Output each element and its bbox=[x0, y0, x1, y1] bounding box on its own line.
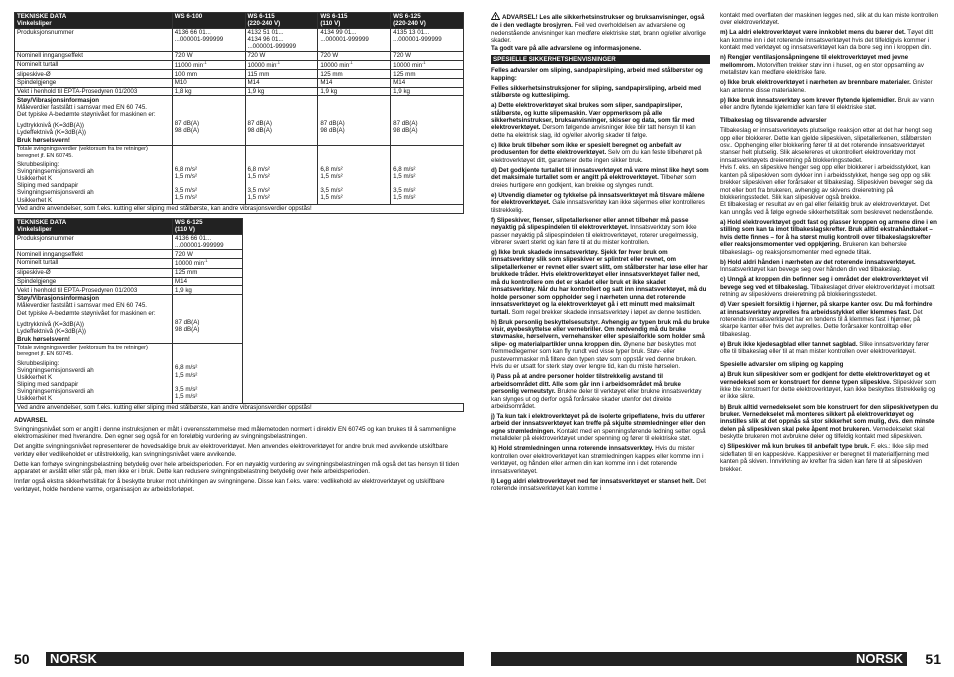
advarsel-p1: Svingningsnivået som er angitt i denne instruksjonen er målt i overensstemmelse med målemetoden normert i direktiv EN 60745 og kan brukes til å sammenligne elektromaskiner med hverandre. Den egner seg også for en foreløbig vurdering av svingningsbelastningen. bbox=[14, 425, 456, 441]
noise-label-cell: Støy/Vibrasjonsinformasjon Måleverdier fastslått i samsvar med EN 60 745. Det typiske A-bedømte støynivået for maskinen er: Lydtrykknivå (K=3dB(A)) Lydeffektnivå (K=3dB(A)) Bruk hørselsvern! bbox=[15, 96, 173, 145]
kickback-item: c) Unngå at kroppen din befinner seg i området der elektroverktøyet vil bevege seg ved et tilbakeslag. Tilbakeslaget driver elektroverktøyet i motsatt retning av slipeskivens dreieretning på blokkeringsstedet. bbox=[720, 276, 935, 299]
spec-row-label: Spindelgjenge bbox=[15, 79, 173, 88]
spec-row-label: Nominell inngangseffekt bbox=[15, 250, 173, 259]
spec-cell: M14 bbox=[245, 79, 318, 88]
section-heading-special: SPESIELLE SIKKERHETSHENVISNINGER bbox=[491, 55, 710, 64]
noise-row-2: Støy/Vibrasjonsinformasjon Måleverdier fastslått i samsvar med EN 60 745. Det typiske A-bedømte støynivået for maskinen er: Lydtrykknivå (K=3dB(A)) Lydeffektnivå (K=3dB(A)) Bruk hørselsvern! 87 dB(A) 98 dB(A) bbox=[15, 295, 464, 344]
safety-item: g) Ikke bruk skadede innsatsverktøy. Sjekk før hver bruk om innsatsverktøy slik som slipeskiver er splintret eller revnet, om slipetallerkener er revnet eller svært slitt, om stålbørster har løse eller har brukkede tråder. Hvis elektroverktøyet eller innsatsverktøyet faller ned, må du kontrollere om det er skadet eller bruk et ikke skadet innsatsverktøy. Når du har kontrollert og satt inn innsatsverktøyet, må du holde personer som oppholder seg i nærheten unna det roterende innsatsverktøyet og la elektroverktøyet gå i ett minutt med maksimalt turtall. Som regel brekker skadede innsatsverktøy i løpet av denne testtiden. bbox=[491, 249, 708, 316]
spec-row-label: slipeskive-Ø bbox=[15, 268, 173, 277]
spec-row bbox=[15, 51, 464, 60]
safety-item: i) Pass på at andre personer holder tilstrekkelig avstand til arbeidsområdet ditt. Alle som går inn i arbeidsområdet må bruke personlig verneutstyr. Brukne deler til verktøyet eller brukne innsatsverktøy kan slynges ut og derfor også forårsake skader utenfor det direkte arbeidsområdet. bbox=[491, 373, 702, 410]
kickback-item: a) Hold elektroverktøyet godt fast og plasser kroppen og armene dine i en stilling som kan ta imot tilbakeslagskrefter. Bruk alltid ekstrahåndtaket – hvis dette finnes – for å ha størst mulig kontroll over tilbakeslagskrefter eller reaksjonsmomenter ved oppkjøring. Brukeren kan beherske tilbakeslags- og reaksjonsmomenter med egnede tiltak. bbox=[720, 218, 937, 256]
spec-cell: 1,9 kg bbox=[245, 87, 318, 96]
spec-cell: M10 bbox=[172, 79, 245, 88]
noise-row bbox=[15, 96, 464, 145]
cutting-item: a) Bruk kun slipeskiver som er godkjent for dette elektroverktøyet og et vernedeksel som er konstruert for denne typen slipeskive. Slipeskiver som ikke ble konstruert for dette elektroverktøyet, kan ikke beskyttes tilstrekkelig og er ikke sikre. bbox=[720, 371, 937, 401]
spec-cell: 4134 99 01... ...000001-999999 bbox=[318, 28, 391, 51]
spec-row bbox=[15, 250, 464, 259]
safety-item: k) Hold strømledningen unna roterende innsatsverktøy. Hvis du mister kontrollen over elektroverktøyet kan strømledningen kappes eller komme inn i verktøyet, og hånden eller armen din kan komme inn i det roterende innsatsverktøyet. bbox=[491, 445, 704, 475]
safety-item: m) La aldri elektroverktøyet være innkoblet mens du bærer det. Tøyet ditt kan komme inn i det roterende innsatsverktøyet hvis det tilfeldigvis kommer i kontakt med verktøyet og innsatsverktøyet kan da bore seg inn i kroppen din. bbox=[720, 29, 934, 52]
spec-cell: M14 bbox=[318, 79, 391, 88]
spec-cell: 11000 $\min^{-1}$ bbox=[172, 60, 245, 70]
model-col-t2: WS 6-125 (110 V) bbox=[173, 218, 243, 234]
page-left-content bbox=[14, 12, 464, 644]
spec-cell: 10000 $\min^{-1}$ bbox=[173, 259, 243, 269]
model-col-2: WS 6-115 (220-240 V) bbox=[245, 13, 318, 29]
spec-row bbox=[15, 87, 464, 96]
page-right-content bbox=[491, 12, 939, 640]
advarsel-p4: Innfør også ekstra sikkerhetstiltak for å beskytte bruker mot utvirkingen av svingningene. Disse kan f.eks. være: vedlikehold av elektroverktøyet og utskiftbare verktøyet, holde hendene varme, organisasjon av arbeidsforløpet. bbox=[14, 478, 445, 493]
spec-cell: 125 mm bbox=[318, 70, 391, 79]
spec-row-label: Produksjonsnummer bbox=[15, 28, 173, 51]
spec-row-label: Spindelgjenge bbox=[15, 277, 173, 286]
safety-item: p) Ikke bruk innsatsverktøy som krever flytende kjølemidler. Bruk av vann eller andre flytende kjølemidler kan føre til elektriske støt. bbox=[720, 96, 934, 112]
noise-val-2: 87 dB(A) 98 dB(A) bbox=[245, 96, 318, 145]
spec-row-label: Vekt i henhold til EPTA-Prosedyren 01/2003 bbox=[15, 87, 173, 96]
noise-val-1: 87 dB(A) 98 dB(A) bbox=[172, 96, 245, 145]
spec-cell: 115 mm bbox=[245, 70, 318, 79]
spec-cell: 720 W bbox=[245, 51, 318, 60]
spec-cell: 10000 $\min^{-1}$ bbox=[391, 60, 464, 70]
spec-table-2-footnote: Ved andre anvendelser, som f.eks. kutting eller sliping med stålbørste, kan andre vibrasjonsverdier oppstås! bbox=[15, 403, 464, 412]
col2-intro: kontakt med overflaten der maskinen legges ned, slik at du kan miste kontrollen over elektroverktøyet. bbox=[720, 12, 939, 27]
vib-val-3: 6,8 m/s² 1,5 m/s² 3,5 m/s² 1,5 m/s² bbox=[318, 145, 391, 204]
vib-val-t2: 6,8 m/s² 1,5 m/s² 3,5 m/s² 1,5 m/s² bbox=[173, 344, 243, 403]
spec-cell: 1,9 kg bbox=[391, 87, 464, 96]
spec-cell: 4136 66 01... ...000001-999999 bbox=[172, 28, 245, 51]
spec-row bbox=[15, 70, 464, 79]
spec-cell: 720 W bbox=[391, 51, 464, 60]
noise-val-t2: 87 dB(A) 98 dB(A) bbox=[173, 295, 243, 344]
spec-cell: 1,9 kg bbox=[173, 286, 243, 295]
spec-table-2 bbox=[14, 218, 464, 413]
spec-table-2-title: TEKNISKE DATA Vinkelsliper bbox=[15, 218, 173, 234]
safety-item: n) Rengjør ventilasjonsåpningene til elektroverktøyet med jevne mellomrom. Motorviften trekker støv inn i huset, og en stor oppsamling av metallstøv kan medføre elektriske fare. bbox=[720, 54, 924, 77]
spec-cell: 10000 $\min^{-1}$ bbox=[245, 60, 318, 70]
kickback-text: Tilbakeslag er innsatsverktøyets plutselige reaksjon etter at det har hengt seg opp eller blokkerer. Dette kan gjelde slipeskiven, slipetallerkenen, stålbørsten osv.. Opphenging eller blokkering fører til at det roterende innsatsverktøyet stanser helt plutselig. Slik akselereres et ukontrollert elektroverktøy mot innsatsverktøyets dreieretning på blokkeringsstedet. Hvis f. eks. en slipeskive henger seg opp eller blokkerer i arbeidsstykket, kan kanten på slipeskiven som dykker inn i arbeidsstykket, henge seg opp og slik brekker slipeskiven eller forårsaker et tilbakeslag. Slipeskiven beveger seg da mot eller bort fra brukeren, avhengig av skivens dreieretning på blokkeringsstedet. Slik kan slipeskiver også brekke. Et tilbakeslag er resultat av en gal eller feilaktig bruk av elektroverktøyet. Det kan unngås ved å følge egnede sikkerhetstiltak som beskrevet nedenstående. bbox=[720, 127, 934, 216]
vibration-row-2: Totale svingningsverdier (vektorsum fra tre retninger) beregnet jf. EN 60745. Skrubbesliping: Svingningsemisjonsverdi ah Usikkerhet K Sliping med sandpapir Svingningsemisjonsverdi ah Usikkerhet K 6,8 m/s² 1,5 m/s² 3,5 m/s² 1,5 m/s² bbox=[15, 344, 464, 403]
advarsel-section bbox=[14, 417, 464, 493]
vib-val-2: 6,8 m/s² 1,5 m/s² 3,5 m/s² 1,5 m/s² bbox=[245, 145, 318, 204]
spec-row-label: Produksjonsnummer bbox=[15, 234, 173, 250]
spec-row bbox=[15, 234, 464, 250]
cutting-item: c) Slipeskiver må kun brukes til anbefalt type bruk. F. eks.: Ikke slip med sideflaten til en kappeskive. Kappeskiver er beregnet til materialfjerning med kanten på skiven. Innvirkning av krefter fra siden kan føre til at slipeskiven brekker. bbox=[720, 443, 929, 473]
language-label-left: NORSK bbox=[50, 651, 97, 667]
spec-row bbox=[15, 28, 464, 51]
safety-item: l) Legg aldri elektroverktøyet ned før innsatsverktøyet er stanset helt. Det roterende innsatsverktøyet kan komme i bbox=[491, 477, 706, 493]
spec-cell: 100 mm bbox=[172, 70, 245, 79]
spec-row bbox=[15, 60, 464, 70]
noise-val-3: 87 dB(A) 98 dB(A) bbox=[318, 96, 391, 145]
cutting-heading: Spesielle advarsler om sliping og kapping bbox=[720, 360, 844, 368]
spec-cell: 720 W bbox=[318, 51, 391, 60]
spec-row-label: slipeskive-Ø bbox=[15, 70, 173, 79]
spec-cell: 4132 51 01... 4134 96 01... ...000001-999999 bbox=[245, 28, 318, 51]
spec-cell: 1,9 kg bbox=[318, 87, 391, 96]
spec-cell: M14 bbox=[173, 277, 243, 286]
spec-cell: 10000 $\min^{-1}$ bbox=[318, 60, 391, 70]
footer-left bbox=[14, 650, 464, 668]
spec-cell: 720 W bbox=[173, 250, 243, 259]
spec-cell: 125 mm bbox=[173, 268, 243, 277]
safety-item: j) Ta kun tak i elektroverktøyet på de isolerte gripeflatene, hvis du utfører arbeid der innsatsverktøyet kan treffe på skjulte strømledninger eller den egne strømledningen. Kontakt med en spenningsførende ledning setter også metalldeler på elektroverktøyet under spenning og fører til elektriske støt. bbox=[491, 412, 706, 443]
vibration-label-cell: Totale svingningsverdier (vektorsum fra tre retninger) beregnet jf. EN 60745. Skrubbesliping: Svingningsemisjonsverdi ah Usikkerhet K Sliping med sandpapir Svingningsemisjonsverdi ah Usikkerhet K bbox=[15, 145, 173, 204]
spec-row-label: Nominell inngangseffekt bbox=[15, 51, 173, 60]
advarsel-heading: ADVARSEL bbox=[14, 417, 48, 425]
page-number-right: 51 bbox=[925, 650, 941, 667]
spec-row bbox=[15, 286, 464, 295]
common-instructions-heading: Felles sikkerhetsinstruksjoner for sliping, sandpapirsliping, arbeid med stålbørste og kutteslipimg. bbox=[491, 84, 702, 100]
safety-item: e) Utvendig diameter og tykkelse på innsatsverktøyet må tilsvare målene for elektroverktøyet. Gale innsatsverktøy kan ikke skjermes eller kontrolleres tilstrekkelig. bbox=[491, 191, 705, 214]
spec-table-1 bbox=[14, 12, 464, 214]
advarsel-p3: Dette kan forhøye svingningsbelastning betydelig over hele arbeidsperioden. For en nøyaktig vurdering av svingningsbelastningen må også det tas hensyn til tiden apparatet er avslått eller står på, men ikke er i bruk. Dette kan redusere svingningsbelastning betydelig over hele arbeidsperioden. bbox=[14, 460, 460, 476]
safety-item: d) Det godkjente turtallet til innsatsverktøyet må være minst like høyt som det maksimale turtallet som er angitt på elektroverktøyet. Tilbehør som dreies hurtigere enn godkjent, kan brekke og slynges rundt. bbox=[491, 166, 709, 189]
warning-paragraph: ADVARSEL! Les alle sikkerhetsinstrukser og bruksanvisninger, også de i den vedlagte brosjyren. Feil ved overholdelsen av advarslene og nedenstående anvisninger kan medføre elektriske støt, brann og/eller alvorlige skader. Ta godt vare på alle advarslene og informasjonene. bbox=[491, 14, 706, 52]
safety-item: a) Dette elektroverktøyet skal brukes som sliper, sandpapirsliper, stålbørste, og kutte slipemaskin. Vær oppmerksom på alle sikkerhetsinstrukser, bruksanvisninger, skisser og data, som får med elektroverktøyet. Dersom følgende anvisninger ikke blir tatt hensyn til kan dette ha elektrisk slag, ild og/eller alvorlig skader til følge. bbox=[491, 102, 696, 139]
spec-row-label: Vekt i henhold til EPTA-Prosedyren 01/2003 bbox=[15, 286, 173, 295]
column-2 bbox=[720, 12, 939, 640]
cutting-item: b) Bruk alltid vernedekselet som ble konstruert for den slipeskivetypen du bruker. Vernedekselet må monteres sikkert på elektroverktøyet og innstilles slik at det oppnås så stor sikkerhet som mulig, dvs. den minste delen på slipeskiven skal peke åpent mot brukeren. Vernedekselet skal beskytte brukeren mot avbrukne deler og tilfeldig kontakt med slipeskiven. bbox=[720, 403, 938, 441]
language-label-right: NORSK bbox=[856, 651, 903, 667]
spec-row-label: Nominelt turtall bbox=[15, 259, 173, 269]
page-number-left: 50 bbox=[14, 650, 30, 667]
vib-val-1: 6,8 m/s² 1,5 m/s² 3,5 m/s² 1,5 m/s² bbox=[172, 145, 245, 204]
kickback-item: d) Vær spesielt forsiktig i hjørner, på skarpe kanter osv. Du må forhindre at innsatsverktøy avprelles fra arbeidsstykket eller klemmes fast. Det roterende innsatsverktøyet har en tendens til å klemmes fast i hjørner, på skarpe kanter eller hvis det avprelles. Dette forårsaker kontrolltap eller tilbakeslag. bbox=[720, 301, 933, 338]
footer-bar-right bbox=[491, 652, 907, 666]
page-right bbox=[477, 0, 954, 677]
safety-item: f) Slipeskiver, flenser, slipetallerkener eller annet tilbehør må passe nøyaktig på slipespindelen til elektroverktøyet. Innsatsverktøy som ikke passer nøyaktig på slipespindelen til elektroverktøyet, roterer uregelmessig, vibrerer svært sterkt og kan føre til at du mister kontrollen. bbox=[491, 216, 699, 246]
spec-row bbox=[15, 79, 464, 88]
vib-val-4: 6,8 m/s² 1,5 m/s² 3,5 m/s² 1,5 m/s² bbox=[391, 145, 464, 204]
spec-cell: 720 W bbox=[172, 51, 245, 60]
footer-right bbox=[491, 650, 941, 668]
spec-cell: 1,8 kg bbox=[172, 87, 245, 96]
kickback-heading: Tilbakeslag og tilsvarende advarsler bbox=[720, 116, 827, 124]
safety-item: c) Ikke bruk tilbehør som ikke er spesielt beregnet og anbefalt av produsenten for dette elektroverktøyet. Selv om du kan feste tilbehøret på elektroverktøyet ditt, garanterer dette ingen sikker bruk. bbox=[491, 141, 702, 164]
noise-val-4: 87 dB(A) 98 dB(A) bbox=[391, 96, 464, 145]
kickback-item: e) Bruk ikke kjedesagblad eller tannet sagblad. Slike innsatsverktøy fører ofte til tilbakeslag eller til at man mister kontrollen over elektroverktøyet. bbox=[720, 340, 930, 356]
kickback-item: b) Hold aldri hånden i nærheten av det roterende innsatsverktøyet. Innsatsverktøyet kan bevege seg over hånden din ved tilbakeslag. bbox=[720, 258, 916, 274]
vibration-row bbox=[15, 145, 464, 204]
warning-triangle-icon bbox=[491, 12, 500, 22]
spec-row-label: Nominelt turtall bbox=[15, 60, 173, 70]
spec-cell: 4135 13 01... ...000001-999999 bbox=[391, 28, 464, 51]
spec-table-1-footnote: Ved andre anvendelser, som f.eks. kutting eller sliping med stålbørste, kan andre vibrasjonsverdier oppstås! bbox=[15, 205, 464, 214]
safety-item: h) Bruk personlig beskyttelsesutstyr. Avhengig av typen bruk må du bruke visir, øyebeskyttelse eller vernebriller. Om nødvendig må du bruke støvmaske, hørselvern, vernehansker eller spesialforkle som holder små slipe- og materialpartikler unna kroppen din. Øynene bør beskyttes mot fremmedlegemer som kan fly rundt ved visse typer bruk. Støv- eller pustevernmasker må filtere den typen støv som oppstår ved denne bruken. Hvis du er utsatt for sterk støy over lengre tid, kan du miste hørselen. bbox=[491, 318, 710, 371]
column-1 bbox=[491, 12, 710, 640]
spec-table-1-title: TEKNISKE DATA Vinkelsliper bbox=[15, 13, 173, 29]
footer-bar-left bbox=[46, 652, 464, 666]
safety-item: o) Ikke bruk elektroverktøyet i nærheten av brennbare materialer. Gnister kan antenne disse materialene. bbox=[720, 79, 933, 94]
spec-cell: 125 mm bbox=[391, 70, 464, 79]
spec-row bbox=[15, 268, 464, 277]
model-col-1: WS 6-100 bbox=[172, 13, 245, 29]
spec-row bbox=[15, 259, 464, 269]
model-col-4: WS 6-125 (220-240 V) bbox=[391, 13, 464, 29]
spec-cell: 4136 66 01... ...000001-999999 bbox=[173, 234, 243, 250]
common-warnings-heading: Felles advarsler om sliping, sandpapirsliping, arbeid med stålbørster og kapping: bbox=[491, 67, 703, 82]
model-col-3: WS 6-115 (110 V) bbox=[318, 13, 391, 29]
spec-row bbox=[15, 277, 464, 286]
spec-cell: M14 bbox=[391, 79, 464, 88]
advarsel-p2: Det angitte svingningsnivået representerer de hovedsaklige bruk av elektroverktøyet. Men anvendes elektroverktøyet for andre bruk med avvikende utskiftbare verktøy eller vedlikeholdet er utilstrekkelig, kan svingningsnivået være avvikende. bbox=[14, 443, 449, 458]
